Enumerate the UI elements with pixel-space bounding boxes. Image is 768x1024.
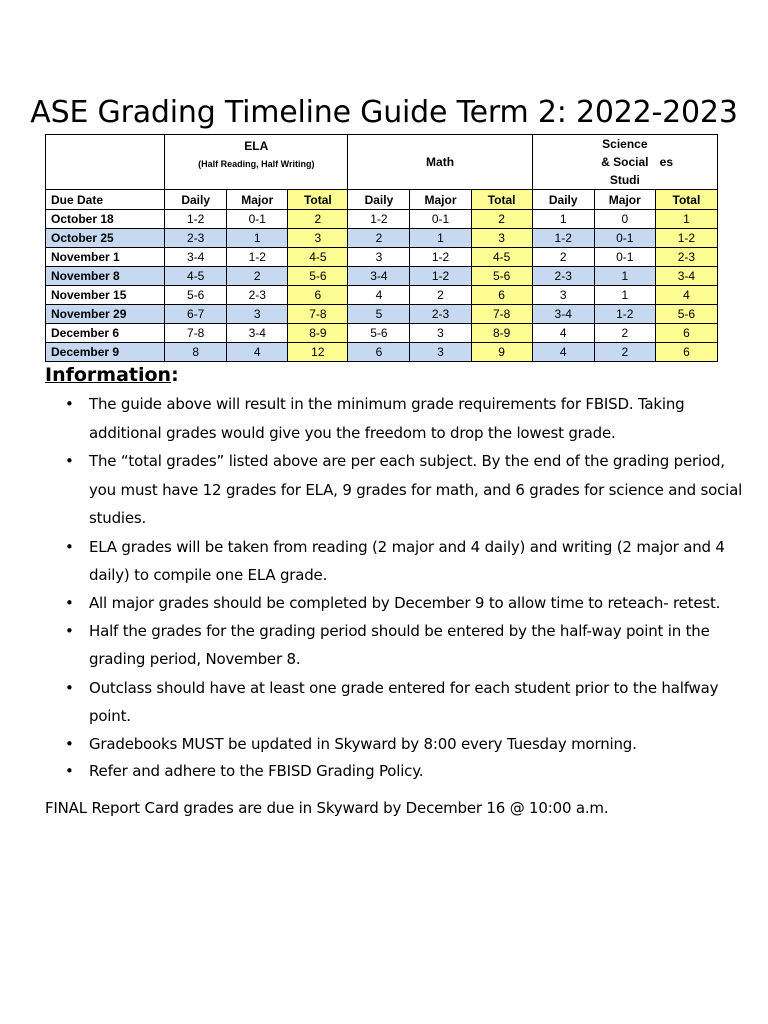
math-major: 3 (410, 343, 471, 362)
ela-major-header: Major (227, 190, 288, 210)
list-item: • Outclass should have at least one grade entered for each student prior to the halfway point. (45, 674, 745, 731)
math-daily: 5-6 (348, 324, 410, 343)
sci-major: 1 (594, 286, 655, 305)
ela-major: 2 (227, 267, 288, 286)
final-report-note: FINAL Report Card grades are due in Skyward by December 16 @ 10:00 a.m. (45, 799, 609, 817)
sci-major: 0-1 (594, 229, 655, 248)
sci-total: 1-2 (655, 229, 717, 248)
sci-daily: 1-2 (532, 229, 594, 248)
ela-total: 4-5 (288, 248, 348, 267)
information-heading (45, 362, 179, 388)
grading-timeline-table (45, 134, 718, 362)
sci-major-header: Major (594, 190, 655, 210)
ela-total: 12 (288, 343, 348, 362)
ela-daily: 5-6 (165, 286, 227, 305)
math-major: 2 (410, 286, 471, 305)
ela-header (165, 135, 348, 190)
table-row (46, 324, 718, 343)
ela-major: 0-1 (227, 210, 288, 229)
ela-daily: 1-2 (165, 210, 227, 229)
table-row (46, 267, 718, 286)
table-row (46, 210, 718, 229)
math-total: 2 (471, 210, 532, 229)
math-major: 2-3 (410, 305, 471, 324)
due-date: November 8 (46, 267, 165, 286)
math-major: 1 (410, 229, 471, 248)
column-header-row (46, 190, 718, 210)
math-major-header: Major (410, 190, 471, 210)
sci-major: 2 (594, 324, 655, 343)
table-row (46, 305, 718, 324)
math-daily: 2 (348, 229, 410, 248)
sci-daily: 3 (532, 286, 594, 305)
sci-total: 6 (655, 324, 717, 343)
ela-daily: 4-5 (165, 267, 227, 286)
ela-major: 1 (227, 229, 288, 248)
math-major: 1-2 (410, 267, 471, 286)
ela-total-header: Total (288, 190, 348, 210)
sci-major: 0 (594, 210, 655, 229)
sci-total: 3-4 (655, 267, 717, 286)
due-date: October 25 (46, 229, 165, 248)
sci-total: 2-3 (655, 248, 717, 267)
ela-daily: 7-8 (165, 324, 227, 343)
due-date: October 18 (46, 210, 165, 229)
list-item: • The “total grades” listed above are per each subject. By the end of the grading period, you must have 12 grades for ELA, 9 grades for math, and 6 grades for science and social studies. (45, 447, 745, 533)
information-list (45, 390, 745, 785)
list-item: • All major grades should be completed by December 9 to allow time to reteach- retest. (45, 590, 745, 617)
ela-total: 2 (288, 210, 348, 229)
page-title: ASE Grading Timeline Guide Term 2: 2022-2023 (30, 95, 738, 130)
math-major: 0-1 (410, 210, 471, 229)
sci-major: 0-1 (594, 248, 655, 267)
math-total: 8-9 (471, 324, 532, 343)
ela-daily-header: Daily (165, 190, 227, 210)
math-total: 5-6 (471, 267, 532, 286)
ela-daily: 2-3 (165, 229, 227, 248)
due-date: December 9 (46, 343, 165, 362)
ela-major: 4 (227, 343, 288, 362)
ela-major: 2-3 (227, 286, 288, 305)
sci-total: 1 (655, 210, 717, 229)
ela-note: (Half Reading, Half Writing) (198, 159, 315, 169)
ela-total: 3 (288, 229, 348, 248)
math-daily: 3-4 (348, 267, 410, 286)
math-header: Math (348, 135, 532, 190)
ela-total: 7-8 (288, 305, 348, 324)
math-major: 3 (410, 324, 471, 343)
sci-total: 4 (655, 286, 717, 305)
math-daily: 5 (348, 305, 410, 324)
table-row (46, 229, 718, 248)
math-total-header: Total (471, 190, 532, 210)
information-heading-colon: : (171, 364, 179, 386)
science-line-3: Studi (609, 173, 640, 187)
due-date: December 6 (46, 324, 165, 343)
math-total: 7-8 (471, 305, 532, 324)
ela-major: 3 (227, 305, 288, 324)
sci-total: 5-6 (655, 305, 717, 324)
sci-daily: 4 (532, 343, 594, 362)
math-daily: 3 (348, 248, 410, 267)
math-daily-header: Daily (348, 190, 410, 210)
table-row (46, 248, 718, 267)
sci-daily: 1 (532, 210, 594, 229)
list-item: • Half the grades for the grading period should be entered by the half-way point in the grading period, November 8. (45, 617, 745, 674)
due-date: November 15 (46, 286, 165, 305)
sci-major: 1-2 (594, 305, 655, 324)
due-date-header: Due Date (46, 190, 165, 210)
science-es: es (659, 155, 673, 169)
sci-major: 1 (594, 267, 655, 286)
ela-daily: 6-7 (165, 305, 227, 324)
math-daily: 4 (348, 286, 410, 305)
subject-header-row (46, 135, 718, 190)
ela-major: 1-2 (227, 248, 288, 267)
ela-daily: 3-4 (165, 248, 227, 267)
math-total: 9 (471, 343, 532, 362)
ela-title: ELA (244, 139, 269, 153)
sci-daily-header: Daily (532, 190, 594, 210)
table-row (46, 286, 718, 305)
science-header (532, 135, 717, 190)
sci-daily: 3-4 (532, 305, 594, 324)
ela-major: 3-4 (227, 324, 288, 343)
ela-total: 5-6 (288, 267, 348, 286)
information-heading-text: Information (45, 364, 172, 386)
math-daily: 6 (348, 343, 410, 362)
math-daily: 1-2 (348, 210, 410, 229)
ela-total: 8-9 (288, 324, 348, 343)
sci-daily: 2-3 (532, 267, 594, 286)
list-item: • ELA grades will be taken from reading (2 major and 4 daily) and writing (2 major and 4 daily) to compile one ELA grade. (45, 533, 745, 590)
sci-daily: 2 (532, 248, 594, 267)
sci-total: 6 (655, 343, 717, 362)
ela-total: 6 (288, 286, 348, 305)
due-date: November 1 (46, 248, 165, 267)
list-item: • Refer and adhere to the FBISD Grading Policy. (45, 758, 745, 785)
science-line-2: & Social (601, 155, 649, 169)
science-line-1: Science (602, 137, 648, 151)
list-item: • Gradebooks MUST be updated in Skyward by 8:00 every Tuesday morning. (45, 731, 745, 758)
ela-daily: 8 (165, 343, 227, 362)
sci-major: 2 (594, 343, 655, 362)
math-major: 1-2 (410, 248, 471, 267)
sci-daily: 4 (532, 324, 594, 343)
table-row (46, 343, 718, 362)
due-date: November 29 (46, 305, 165, 324)
math-total: 6 (471, 286, 532, 305)
corner-cell (46, 135, 165, 190)
sci-total-header: Total (655, 190, 717, 210)
math-total: 4-5 (471, 248, 532, 267)
list-item: • The guide above will result in the minimum grade requirements for FBISD. Taking additional grades would give you the freedom to drop the lowest grade. (45, 390, 745, 447)
math-total: 3 (471, 229, 532, 248)
